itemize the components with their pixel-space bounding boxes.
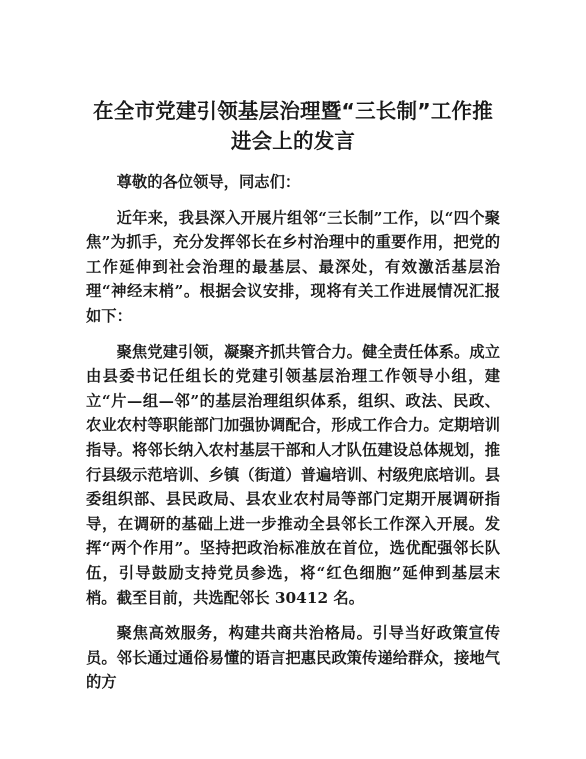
document-title: 在全市党建引领基层治理暨“三长制”工作推进会上的发言 <box>93 99 493 153</box>
paragraph-party-building: 聚焦党建引领，凝聚齐抓共管合力。健全责任体系。成立由县委书记任组长的党建引领基层治理工作领导小组，建立“片—组—邻”的基层治理组织体系，组织、政法、民政、农业农村等职能部门加强协调配合，形成工作合力。定期培训指导。将邻长纳入农村基层干部和人才队伍建设总体规划，推行县级示范培训、乡镇（街道）普遍培训、村级兜底培训。县委组织部、县民政局、县农业农村局等部门定期开展调研指导，在调研的基础上进一步推动全县邻长工作深入开展。发挥“两个作用”。坚持把政治标准放在首位，选优配强邻长队伍，引导鼓励支持党员参选，将“红色细胞”延伸到基层末梢。截至目前，共选配邻长 30412 名。 <box>86 342 500 607</box>
paragraph-intro: 近年来，我县深入开展片组邻“三长制”工作，以“四个聚焦”为抓手，充分发挥邻长在乡村治理中的重要作用，把党的工作延伸到社会治理的最基层、最深处，有效激活基层治理“神经末梢”。根据会议安排，现将有关工作进展情况汇报如下： <box>86 208 500 325</box>
paragraph-service: 聚焦高效服务，构建共商共治格局。引导当好政策宣传员。邻长通过通俗易懂的语言把惠民政策传递给群众，接地气的方 <box>86 624 500 692</box>
salutation: 尊敬的各位领导，同志们： <box>116 173 301 191</box>
